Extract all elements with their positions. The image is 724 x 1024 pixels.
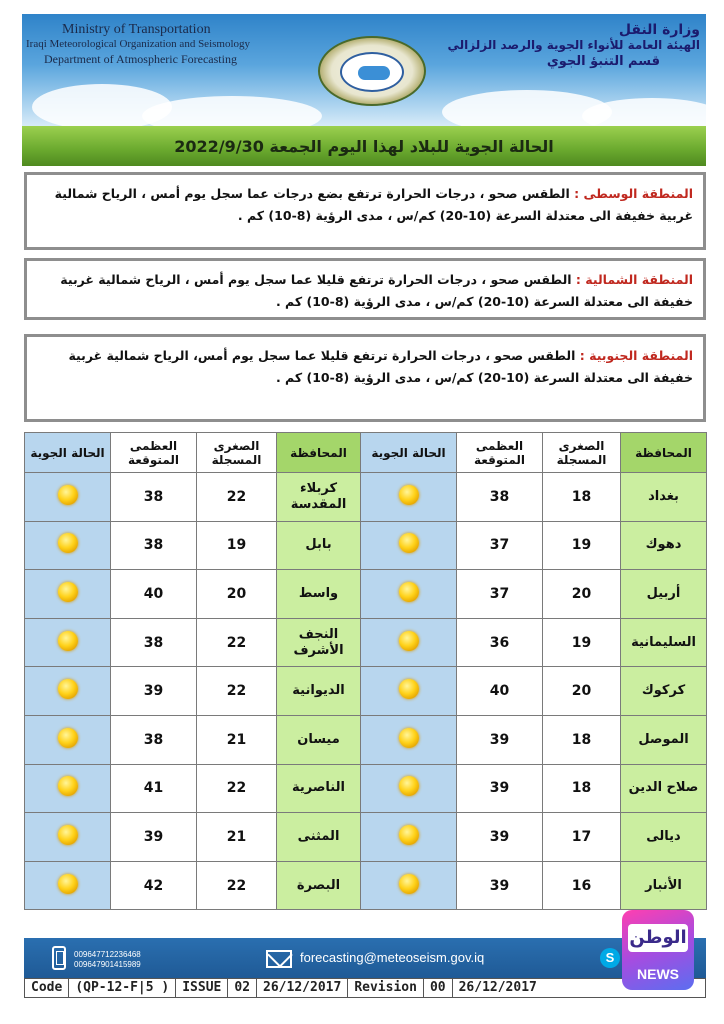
- min-temp-cell: 17: [543, 813, 621, 862]
- governorate-cell: ميسان: [277, 715, 361, 764]
- min-temp-cell: 18: [543, 764, 621, 813]
- weather-state-cell: [361, 667, 457, 716]
- header-banner: [22, 14, 706, 126]
- temperature-table: [24, 432, 706, 910]
- sun-icon: [399, 631, 419, 651]
- sun-icon: [399, 776, 419, 796]
- organization-name-en: Iraqi Meteorological Organization and Seismology: [26, 38, 251, 50]
- sun-icon: [58, 728, 78, 748]
- title-bar: [22, 126, 706, 166]
- weather-state-cell: [25, 764, 111, 813]
- governorate-cell: السليمانية: [621, 618, 707, 667]
- min-temp-cell: 22: [197, 618, 277, 667]
- region-central: [24, 172, 706, 250]
- max-temp-cell: 42: [111, 861, 197, 910]
- governorate-cell: الديوانية: [277, 667, 361, 716]
- region-forecast: الطقس صحو ، درجات الحرارة ترتفع بضع درجات عما سجل يوم أمس ، الرياح شمالية غربية خفيفة الى معتدلة السرعة (10-20) كم/س ، مدى الرؤية (8-10) كم .: [54, 186, 693, 223]
- min-temp-cell: 21: [197, 715, 277, 764]
- region-name: المنطقة الجنوبية :: [579, 348, 693, 363]
- weather-state-cell: [361, 473, 457, 522]
- skype-icon: S: [600, 948, 620, 968]
- sun-icon: [399, 582, 419, 602]
- max-temp-cell: 38: [457, 473, 543, 522]
- header-min: الصغرى المسجلة: [197, 433, 277, 473]
- weather-state-cell: [25, 521, 111, 570]
- revision-label: Revision: [348, 979, 424, 997]
- code-value: (QP-12-F|5 ): [69, 979, 176, 997]
- weather-state-cell: [361, 764, 457, 813]
- max-temp-cell: 39: [457, 861, 543, 910]
- max-temp-cell: 40: [457, 667, 543, 716]
- sun-icon: [399, 825, 419, 845]
- issue-label: ISSUE: [176, 979, 228, 997]
- issue-number: 02: [228, 979, 257, 997]
- governorate-cell: بابل: [277, 521, 361, 570]
- phone-number: 009647712236468: [74, 950, 141, 959]
- table-row: [25, 570, 707, 619]
- max-temp-cell: 36: [457, 618, 543, 667]
- revision-number: 00: [424, 979, 453, 997]
- weather-state-cell: [361, 570, 457, 619]
- governorate-cell: أربيل: [621, 570, 707, 619]
- min-temp-cell: 19: [543, 521, 621, 570]
- watermark-news-text: NEWS: [637, 966, 679, 982]
- mail-icon: [266, 950, 292, 968]
- sun-icon: [58, 631, 78, 651]
- organization-logo: [318, 36, 426, 106]
- governorate-cell: البصرة: [277, 861, 361, 910]
- cloud-icon: [358, 66, 390, 80]
- region-north: [24, 258, 706, 320]
- news-watermark: [622, 910, 694, 990]
- max-temp-cell: 39: [457, 764, 543, 813]
- max-temp-cell: 40: [111, 570, 197, 619]
- email-address[interactable]: forecasting@meteoseism.gov.iq: [300, 950, 485, 965]
- governorate-cell: المثنى: [277, 813, 361, 862]
- sun-icon: [399, 485, 419, 505]
- governorate-cell: صلاح الدين: [621, 764, 707, 813]
- footer-contact-bar: [24, 938, 706, 978]
- min-temp-cell: 16: [543, 861, 621, 910]
- governorate-cell: دهوك: [621, 521, 707, 570]
- weather-state-cell: [25, 715, 111, 764]
- table-row: [25, 813, 707, 862]
- min-temp-cell: 20: [197, 570, 277, 619]
- weather-state-cell: [361, 715, 457, 764]
- weather-state-cell: [25, 570, 111, 619]
- max-temp-cell: 38: [111, 521, 197, 570]
- region-forecast: الطقس صحو ، درجات الحرارة ترتفع قليلا عما سجل يوم أمس، الرياح شمالية غربية خفيفة الى معتدلة السرعة (10-20) كم/س ، مدى الرؤية (8-10) كم .: [68, 348, 693, 385]
- governorate-cell: ديالى: [621, 813, 707, 862]
- table-row: [25, 521, 707, 570]
- max-temp-cell: 39: [111, 667, 197, 716]
- sun-icon: [58, 679, 78, 699]
- max-temp-cell: 38: [111, 473, 197, 522]
- max-temp-cell: 38: [111, 715, 197, 764]
- header-governorate: المحافظة: [621, 433, 707, 473]
- sun-icon: [58, 485, 78, 505]
- header-state: الحالة الجوية: [361, 433, 457, 473]
- weather-state-cell: [25, 667, 111, 716]
- table-row: [25, 667, 707, 716]
- min-temp-cell: 19: [543, 618, 621, 667]
- header-max: العظمى المتوقعة: [457, 433, 543, 473]
- table-row: [25, 473, 707, 522]
- sun-icon: [399, 874, 419, 894]
- sun-icon: [58, 533, 78, 553]
- weather-state-cell: [25, 618, 111, 667]
- ministry-name-ar: وزارة النقل: [618, 22, 700, 38]
- header-governorate: المحافظة: [277, 433, 361, 473]
- min-temp-cell: 20: [543, 667, 621, 716]
- department-name-ar: قسم التنبؤ الجوي: [546, 54, 660, 69]
- table-row: [25, 764, 707, 813]
- max-temp-cell: 39: [457, 715, 543, 764]
- phone-icon: [52, 946, 66, 970]
- governorate-cell: الناصرية: [277, 764, 361, 813]
- max-temp-cell: 41: [111, 764, 197, 813]
- min-temp-cell: 18: [543, 473, 621, 522]
- max-temp-cell: 37: [457, 521, 543, 570]
- region-south: [24, 334, 706, 422]
- max-temp-cell: 38: [111, 618, 197, 667]
- weather-state-cell: [361, 813, 457, 862]
- logo-emblem: [340, 52, 404, 92]
- min-temp-cell: 20: [543, 570, 621, 619]
- sun-icon: [58, 582, 78, 602]
- page-title: الحالة الجوية للبلاد لهذا اليوم الجمعة 2022/9/30: [174, 136, 554, 156]
- min-temp-cell: 22: [197, 764, 277, 813]
- phone-number: 009647901415989: [74, 960, 141, 969]
- header-max: العظمى المتوقعة: [111, 433, 197, 473]
- min-temp-cell: 18: [543, 715, 621, 764]
- max-temp-cell: 37: [457, 570, 543, 619]
- issue-date: 26/12/2017: [257, 979, 348, 997]
- sun-icon: [58, 776, 78, 796]
- header-state: الحالة الجوية: [25, 433, 111, 473]
- min-temp-cell: 21: [197, 813, 277, 862]
- sun-icon: [399, 679, 419, 699]
- sun-icon: [58, 825, 78, 845]
- weather-state-cell: [361, 861, 457, 910]
- governorate-cell: الأنبار: [621, 861, 707, 910]
- weather-state-cell: [361, 618, 457, 667]
- department-name-en: Department of Atmospheric Forecasting: [44, 52, 237, 66]
- governorate-cell: كربلاء المقدسة: [277, 473, 361, 522]
- region-name: المنطقة الوسطى :: [574, 186, 693, 201]
- region-forecast: الطقس صحو ، درجات الحرارة ترتفع قليلا عما سجل يوم أمس ، الرياح شمالية غربية خفيفة الى معتدلة السرعة (10-20) كم/س ، مدى الرؤية (8-10) كم .: [60, 272, 693, 309]
- governorate-cell: بغداد: [621, 473, 707, 522]
- governorate-cell: واسط: [277, 570, 361, 619]
- organization-name-ar: الهيئة العامة للأنواء الجوية والرصد الزلزالي: [447, 38, 700, 52]
- phone-numbers: [74, 950, 141, 970]
- weather-state-cell: [25, 473, 111, 522]
- max-temp-cell: 39: [457, 813, 543, 862]
- table-row: [25, 715, 707, 764]
- watermark-logo-text: الوطن: [628, 924, 688, 952]
- weather-state-cell: [25, 861, 111, 910]
- header-min: الصغرى المسجلة: [543, 433, 621, 473]
- table-row: [25, 861, 707, 910]
- weather-state-cell: [25, 813, 111, 862]
- table-header-row: [25, 433, 707, 473]
- max-temp-cell: 39: [111, 813, 197, 862]
- header-english-text: [26, 22, 250, 67]
- sun-icon: [58, 874, 78, 894]
- region-name: المنطقة الشمالية :: [575, 272, 693, 287]
- revision-date: 26/12/2017: [458, 980, 537, 995]
- min-temp-cell: 22: [197, 861, 277, 910]
- sun-icon: [399, 533, 419, 553]
- code-label: Code: [25, 979, 69, 997]
- governorate-cell: النجف الأشرف: [277, 618, 361, 667]
- governorate-cell: كركوك: [621, 667, 707, 716]
- header-arabic-text: [448, 22, 700, 69]
- min-temp-cell: 22: [197, 667, 277, 716]
- weather-state-cell: [361, 521, 457, 570]
- min-temp-cell: 19: [197, 521, 277, 570]
- governorate-cell: الموصل: [621, 715, 707, 764]
- document-code-bar: [24, 978, 706, 998]
- min-temp-cell: 22: [197, 473, 277, 522]
- table-row: [25, 618, 707, 667]
- ministry-name-en: Ministry of Transportation: [62, 22, 211, 37]
- sun-icon: [399, 728, 419, 748]
